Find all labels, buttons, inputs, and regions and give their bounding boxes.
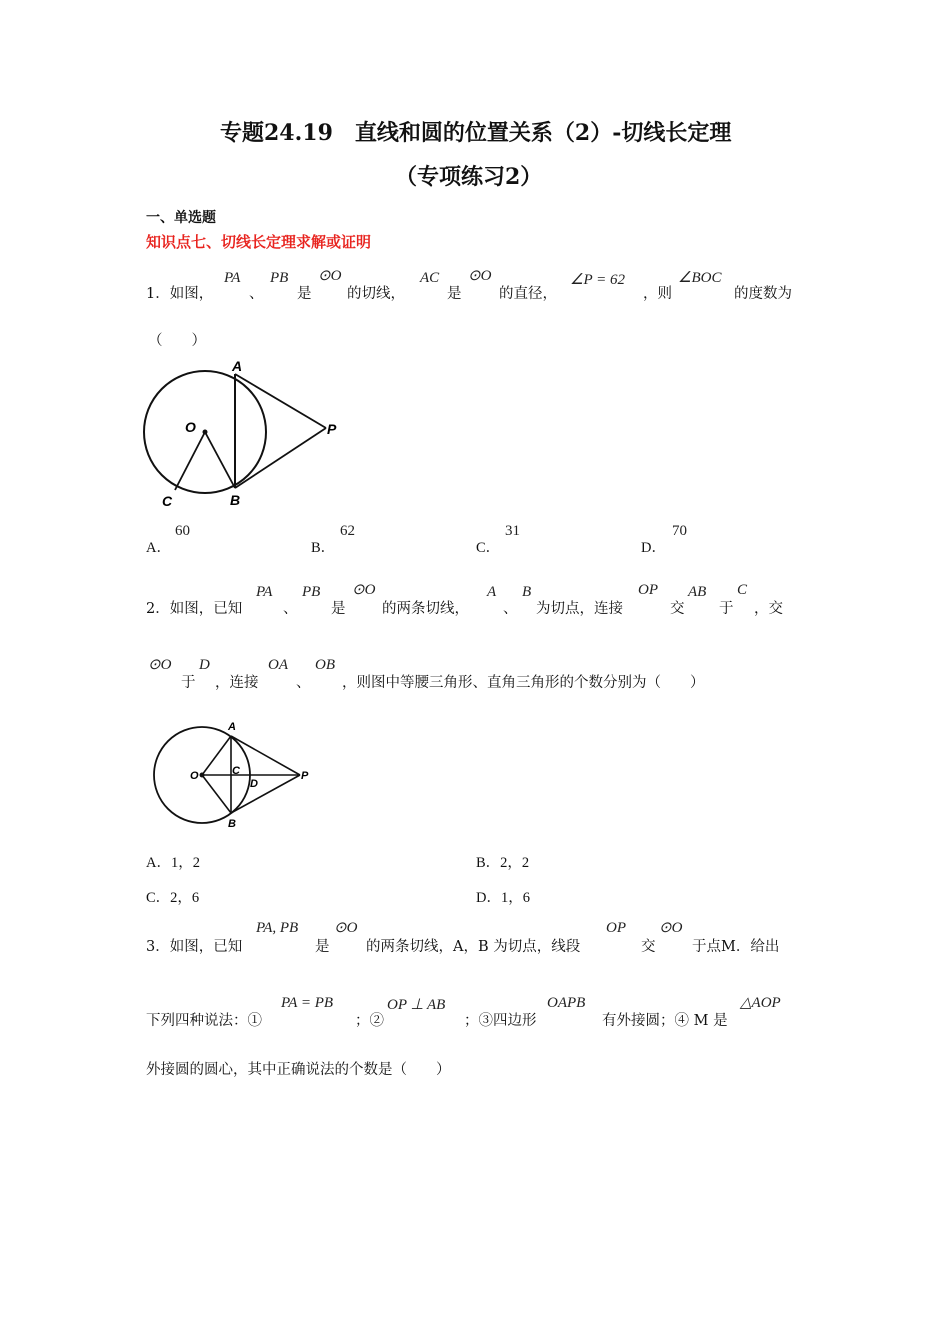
q2-a: A [487,584,497,600]
q1-angle-boc: ∠BOC [678,270,722,286]
q2-option-b-label: B． [476,855,501,871]
q2-number: 2．如图，已知 [146,601,243,617]
q2-option-b-value: 2，2 [500,855,530,871]
q2-figure [140,713,330,837]
q2-option-c-value: 2，6 [170,890,200,906]
q2-fig-label-p: P [301,770,309,782]
q2-option-a-label: A． [146,855,171,871]
q3-line3: 外接圆的圆心，其中正确说法的个数是（ ） [146,1062,451,1078]
q3-s4: 有外接圆；④ M 是 [602,1013,728,1029]
q1-degree: 的度数为 [734,286,792,302]
q3-papb: PA, PB [256,920,299,936]
q1-fig-label-b: B [230,492,241,508]
section-heading: 一、单选题 [146,210,216,226]
q1-figure [140,355,360,515]
q1-option-d-label[interactable]: D． [641,540,666,556]
q3-quad: OAPB [547,995,586,1011]
q2-option-a[interactable] [146,851,200,872]
q2-option-c[interactable] [146,886,199,907]
q1-paren: （ ） [148,333,206,349]
q2-pb: PB [302,584,321,600]
q2-yu2: 于 [181,675,196,691]
q1-number: 1．如图， [146,286,214,302]
q1-option-a-value: 60 [175,523,190,539]
q1-circle-o2: ⊙O [468,268,492,284]
q1-sep: 、 [249,286,264,302]
q3-jiao: 交 [641,939,656,955]
q3-eq2: OP ⊥ AB [387,997,446,1013]
q2-is: 是 [331,601,346,617]
q2-two-tangents: 的两条切线， [382,601,469,617]
q3-circle-o2: ⊙O [659,920,683,936]
q1-pb: PB [270,270,289,286]
q2-sep3: 、 [296,675,311,691]
q1-diameter: 的直径， [499,286,557,302]
q1-ac: AC [420,270,440,286]
q2-c: C [737,582,748,598]
q2-connect: ，连接 [215,675,259,691]
q2-option-a-value: 1，2 [170,855,200,871]
page-subtitle: （专项练习2） [395,164,543,190]
q2-d: D [199,657,210,673]
page-title: 专题24.19 直线和圆的位置关系（2）-切线长定理 [220,120,732,146]
q3-s2: ；② [355,1013,384,1029]
q2-circle-o: ⊙O [352,582,376,598]
q2-b: B [522,584,532,600]
q1-option-a-label[interactable]: A． [146,540,171,556]
q3-text1: 的两条切线，A，B 为切点，线段 [366,939,581,955]
q3-line2-start: 下列四种说法：① [146,1013,262,1029]
q2-fig-label-d: D [250,778,258,790]
q3-number: 3．如图，已知 [146,939,243,955]
q1-option-c-value: 31 [505,523,520,539]
q3-tri: △AOP [740,995,781,1011]
q1-option-c-label[interactable]: C． [476,540,501,556]
q2-circle-o2: ⊙O [148,657,172,673]
q2-op: OP [638,582,658,598]
q2-yu: 于 [719,601,734,617]
q1-is2: 是 [447,286,462,302]
q1-pa: PA [224,270,241,286]
q2-sep1: 、 [283,601,298,617]
q3-is: 是 [315,939,330,955]
knowledge-point-heading: 知识点七、切线长定理求解或证明 [146,233,372,251]
q2-points: 为切点，连接 [536,601,623,617]
q2-rest: ，则图中等腰三角形、直角三角形的个数分别为（ ） [342,675,705,691]
q1-option-b-value: 62 [340,523,355,539]
q1-option-b-label[interactable]: B． [311,540,336,556]
q2-sep2: 、 [503,601,518,617]
q2-option-c-label: C． [146,890,171,906]
q1-fig-label-c: C [162,493,173,509]
q1-angle-p: ∠P = 62 [570,272,625,288]
q1-fig-label-o: O [185,419,196,435]
q1-fig-label-a: A [232,358,243,374]
q3-op: OP [606,920,626,936]
q2-option-d-value: 1，6 [500,890,530,906]
q2-fig-label-a: A [228,721,236,733]
q1-is: 是 [297,286,312,302]
q2-option-d[interactable] [476,886,530,907]
q2-oa: OA [268,657,288,673]
q1-fig-label-p: P [327,421,337,437]
q2-jiao2: ，交 [754,601,783,617]
q2-option-b[interactable] [476,851,529,872]
q2-option-d-label: D． [476,890,501,906]
q3-eq1: PA = PB [281,995,334,1011]
q1-option-d-value: 70 [672,523,687,539]
q2-jiao: 交 [670,601,685,617]
q2-fig-label-c: C [232,765,240,777]
q2-fig-label-b: B [228,818,236,830]
q3-circle-o: ⊙O [334,920,358,936]
q1-circle-o: ⊙O [318,268,342,284]
q1-then: ，则 [643,286,672,302]
q2-ob: OB [315,657,335,673]
q2-fig-label-o: O [190,770,199,782]
q3-s3: ；③四边形 [464,1013,537,1029]
q2-ab: AB [688,584,707,600]
q1-tangent: 的切线， [347,286,405,302]
q3-text2: 于点M．给出 [692,939,780,955]
q2-pa: PA [256,584,273,600]
